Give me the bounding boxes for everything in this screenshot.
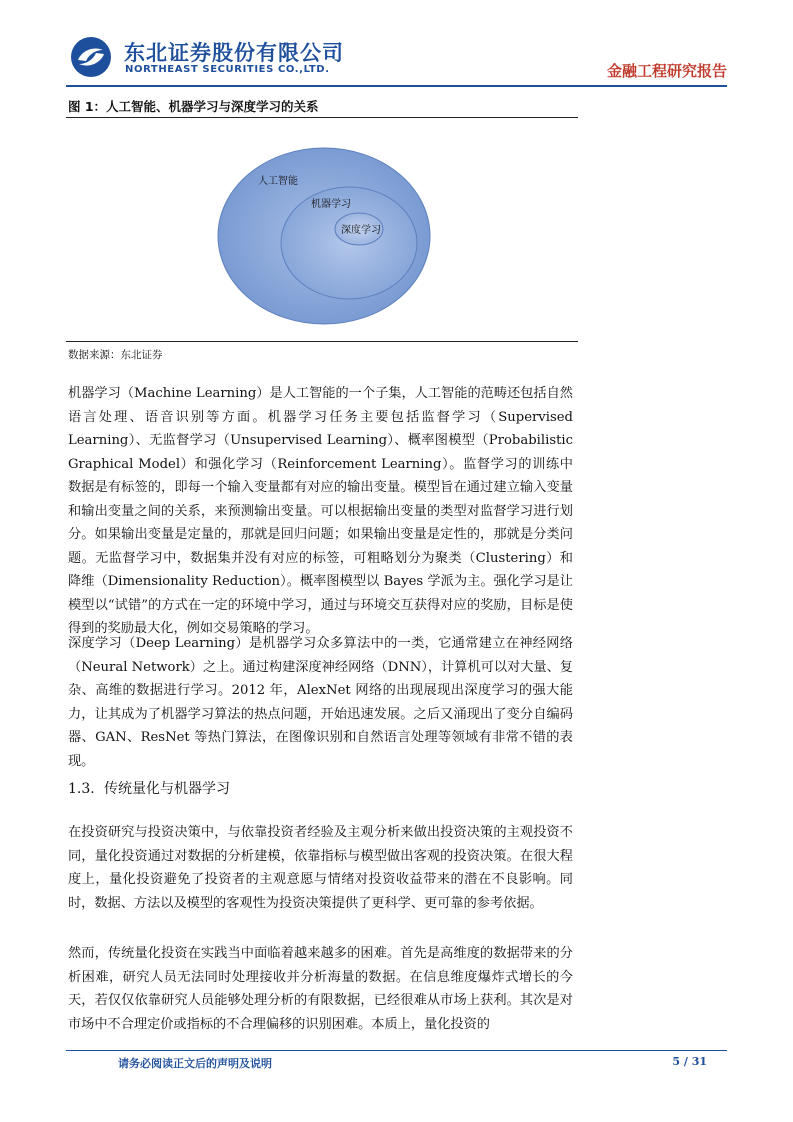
section-heading [68, 778, 230, 798]
footer-divider [66, 1050, 727, 1051]
paragraph-deep-learning: 深度学习（Deep Learning）是机器学习众多算法中的一类，它通常建立在神经网络（Neural Network）之上。通过构建深度神经网络（DNN），计算机可以对大量、复杂、高维的数据进行学习。2012 年，AlexNet 网络的出现展现出深度学习的强大能力，让其成为了机器学习算法的热点问题，开始迅速发展。之后又涌现出了变分自编码器、GAN、ResNet 等热门算法，在图像识别和自然语言处理等领域有非常不错的表现。 [68, 636, 573, 769]
figure-bottom-rule [66, 341, 578, 342]
paragraph-quant-difficulties: 然而，传统量化投资在实践当中面临着越来越多的困难。首先是高维度的数据带来的分析困难，研究人员无法同时处理接收并分析海量的数据。在信息维度爆炸式增长的今天，若仅仅依靠研究人员能够处理分析的有限数据，已经很难从市场上获利。其次是对市场中不合理定价或指标的不合理偏移的识别困难。本质上，量化投资的 [68, 946, 573, 1032]
section-title: 传统量化与机器学习 [104, 781, 230, 797]
ai-label: 人工智能 [258, 176, 298, 187]
header-divider [66, 85, 727, 87]
figure-source: 数据来源：东北证券 [68, 349, 163, 361]
dl-label: 深度学习 [341, 225, 381, 236]
company-name-cn: 东北证券股份有限公司 [124, 41, 344, 65]
company-logo-icon [70, 36, 112, 78]
section-number: 1.3. [68, 781, 95, 797]
footer-disclaimer-link[interactable]: 请务必阅读正文后的声明及说明 [118, 1057, 272, 1070]
report-type-label: 金融工程研究报告 [606, 62, 727, 80]
paragraph-quant-vs-subjective: 在投资研究与投资决策中，与依靠投资者经验及主观分析来做出投资决策的主观投资不同，量化投资通过对数据的分析建模，依靠指标与模型做出客观的投资决策。在很大程度上，量化投资避免了投资者的主观意愿与情绪对投资收益带来的潜在不良影响。同时，数据、方法以及模型的客观性为投资决策提供了更科学、更可靠的参考依据。 [68, 825, 573, 911]
ml-label: 机器学习 [311, 199, 351, 210]
venn-diagram [210, 143, 438, 330]
company-name-en: NORTHEAST SECURITIES CO.,LTD. [125, 64, 330, 75]
paragraph-machine-learning: 机器学习（Machine Learning）是人工智能的一个子集，人工智能的范畴还包括自然语言处理、语音识别等方面。机器学习任务主要包括监督学习（Supervised Learning）、无监督学习（Unsupervised Learning）、概率图模型（Probabilistic Graphical Model）和强化学习（Reinforcement Learning）。监督学习的训练中数据是有标签的，即每一个输入变量都有对应的输出变量。模型旨在通过建立输入变量和输出变量之间的关系，来预测输出变量。可以根据输出变量的类型对监督学习进行划分。如果输出变量是定量的，那就是回归问题；如果输出变量是定性的，那就是分类问题。无监督学习中，数据集并没有对应的标签，可粗略划分为聚类（Clustering）和降维（Dimensionality Reduction）。概率图模型以 Bayes 学派为主。强化学习是让模型以“试错”的方式在一定的环境中学习，通过与环境交互获得对应的奖励，目标是使得到的奖励最大化，例如交易策略的学习。 [68, 386, 573, 636]
figure-title: 图 1：人工智能、机器学习与深度学习的关系 [68, 99, 319, 114]
figure-top-rule [66, 117, 578, 118]
page-number: 5 / 31 [672, 1055, 707, 1068]
